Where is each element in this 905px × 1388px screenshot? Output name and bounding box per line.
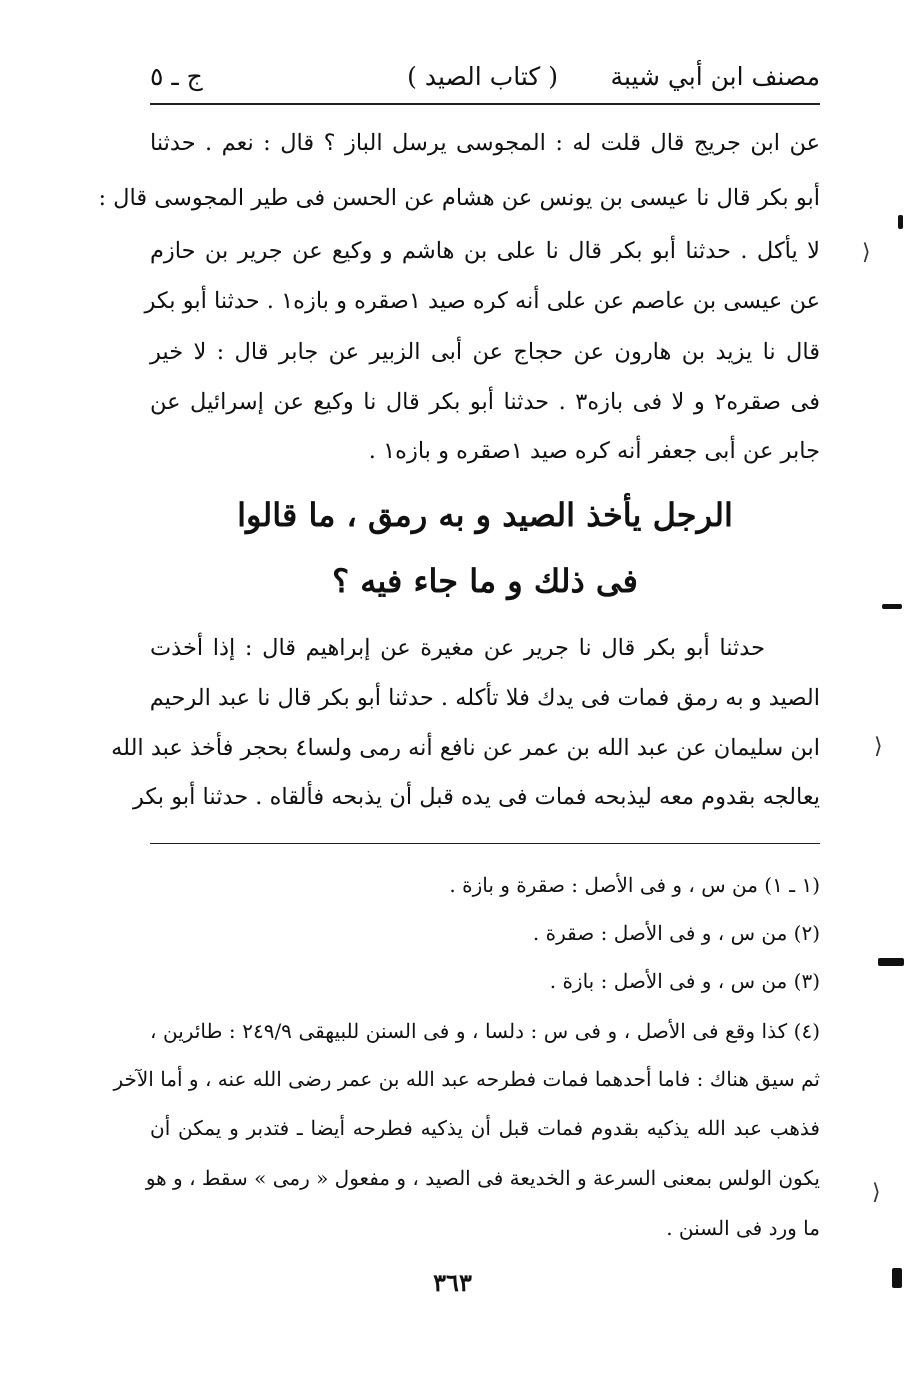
scan-mark bbox=[898, 215, 903, 229]
footnote: (٣) من س ، و فى الأصل : بازة . bbox=[549, 969, 820, 993]
text-line: لا يأكل . حدثنا أبو بكر قال نا على بن هاشم و وكيع عن جرير بن حازم bbox=[150, 238, 820, 264]
running-header bbox=[150, 52, 820, 102]
footnote: ثم سيق هناك : فاما أحدهما فمات فطرحه عبد الله بن عمر رضى الله عنه ، و أما الآخر bbox=[113, 1067, 820, 1091]
text-line: عن عيسى بن عاصم عن على أنه كره صيد ١صقره و بازه١ . حدثنا أبو بكر bbox=[144, 288, 820, 314]
margin-gloss-mark: ⟩ bbox=[874, 734, 883, 759]
book-title: مصنف ابن أبي شيبة bbox=[610, 62, 820, 91]
volume-number: ج ـ ٥ bbox=[150, 62, 203, 91]
footnote: ما ورد فى السنن . bbox=[666, 1216, 820, 1240]
scan-mark bbox=[882, 604, 902, 609]
section-heading-line: الرجل يأخذ الصيد و به رمق ، ما قالوا bbox=[237, 496, 733, 534]
text-line: يعالجه بقدوم معه ليذبحه فمات فى يده قبل أن يذبحه فألقاه . حدثنا أبو بكر bbox=[132, 784, 820, 810]
footnote: يكون الولس بمعنى السرعة و الخديعة فى الصيد ، و مفعول « رمى » سقط ، و هو bbox=[145, 1166, 820, 1190]
text-line: عن ابن جريج قال قلت له : المجوسى يرسل الباز ؟ قال : نعم . حدثنا bbox=[150, 130, 820, 156]
footnote: (٢) من س ، و فى الأصل : صقرة . bbox=[532, 921, 820, 945]
footnote: (٤) كذا وقع فى الأصل ، و فى س : دلسا ، و فى السنن للبيهقى ٢٤٩/٩ : طائرين ، bbox=[150, 1019, 820, 1043]
text-line: فى صقره٢ و لا فى بازه٣ . حدثنا أبو بكر قال نا وكيع عن إسرائيل عن bbox=[150, 389, 820, 415]
text-line: ابن سليمان عن عبد الله بن عمر عن نافع أنه رمى ولسا٤ بحجر فأخذ عبد الله bbox=[111, 735, 820, 761]
text-line: أبو بكر قال نا عيسى بن يونس عن هشام عن الحسن فى طير المجوسى قال : bbox=[98, 185, 820, 211]
text-line: حدثنا أبو بكر قال نا جرير عن مغيرة عن إبراهيم قال : إذا أخذت bbox=[150, 635, 765, 661]
section-heading-line: فى ذلك و ما جاء فيه ؟ bbox=[332, 562, 638, 600]
margin-gloss-mark: ⟩ bbox=[862, 240, 871, 265]
section-title: ( كتاب الصيد ) bbox=[407, 62, 558, 91]
page-number: ٣٦٣ bbox=[433, 1268, 472, 1297]
footnote-rule bbox=[150, 843, 820, 844]
text-line: الصيد و به رمق فمات فى يدك فلا تأكله . حدثنا أبو بكر قال نا عبد الرحيم bbox=[149, 685, 820, 711]
scan-mark bbox=[892, 1268, 902, 1288]
footnote: (١ ـ ١) من س ، و فى الأصل : صقرة و بازة . bbox=[449, 873, 820, 897]
scan-mark bbox=[878, 958, 904, 966]
text-line: جابر عن أبى جعفر أنه كره صيد ١صقره و بازه١ . bbox=[368, 438, 820, 464]
margin-gloss-mark: ⟩ bbox=[872, 1180, 881, 1205]
header-rule bbox=[150, 103, 820, 105]
footnote: فذهب عبد الله يذكيه بقدوم فمات قبل أن يذكيه فطرحه أيضا ـ فتدبر و يمكن أن bbox=[150, 1116, 820, 1140]
text-line: قال نا يزيد بن هارون عن حجاج عن أبى الزبير عن جابر قال : لا خير bbox=[150, 339, 820, 365]
